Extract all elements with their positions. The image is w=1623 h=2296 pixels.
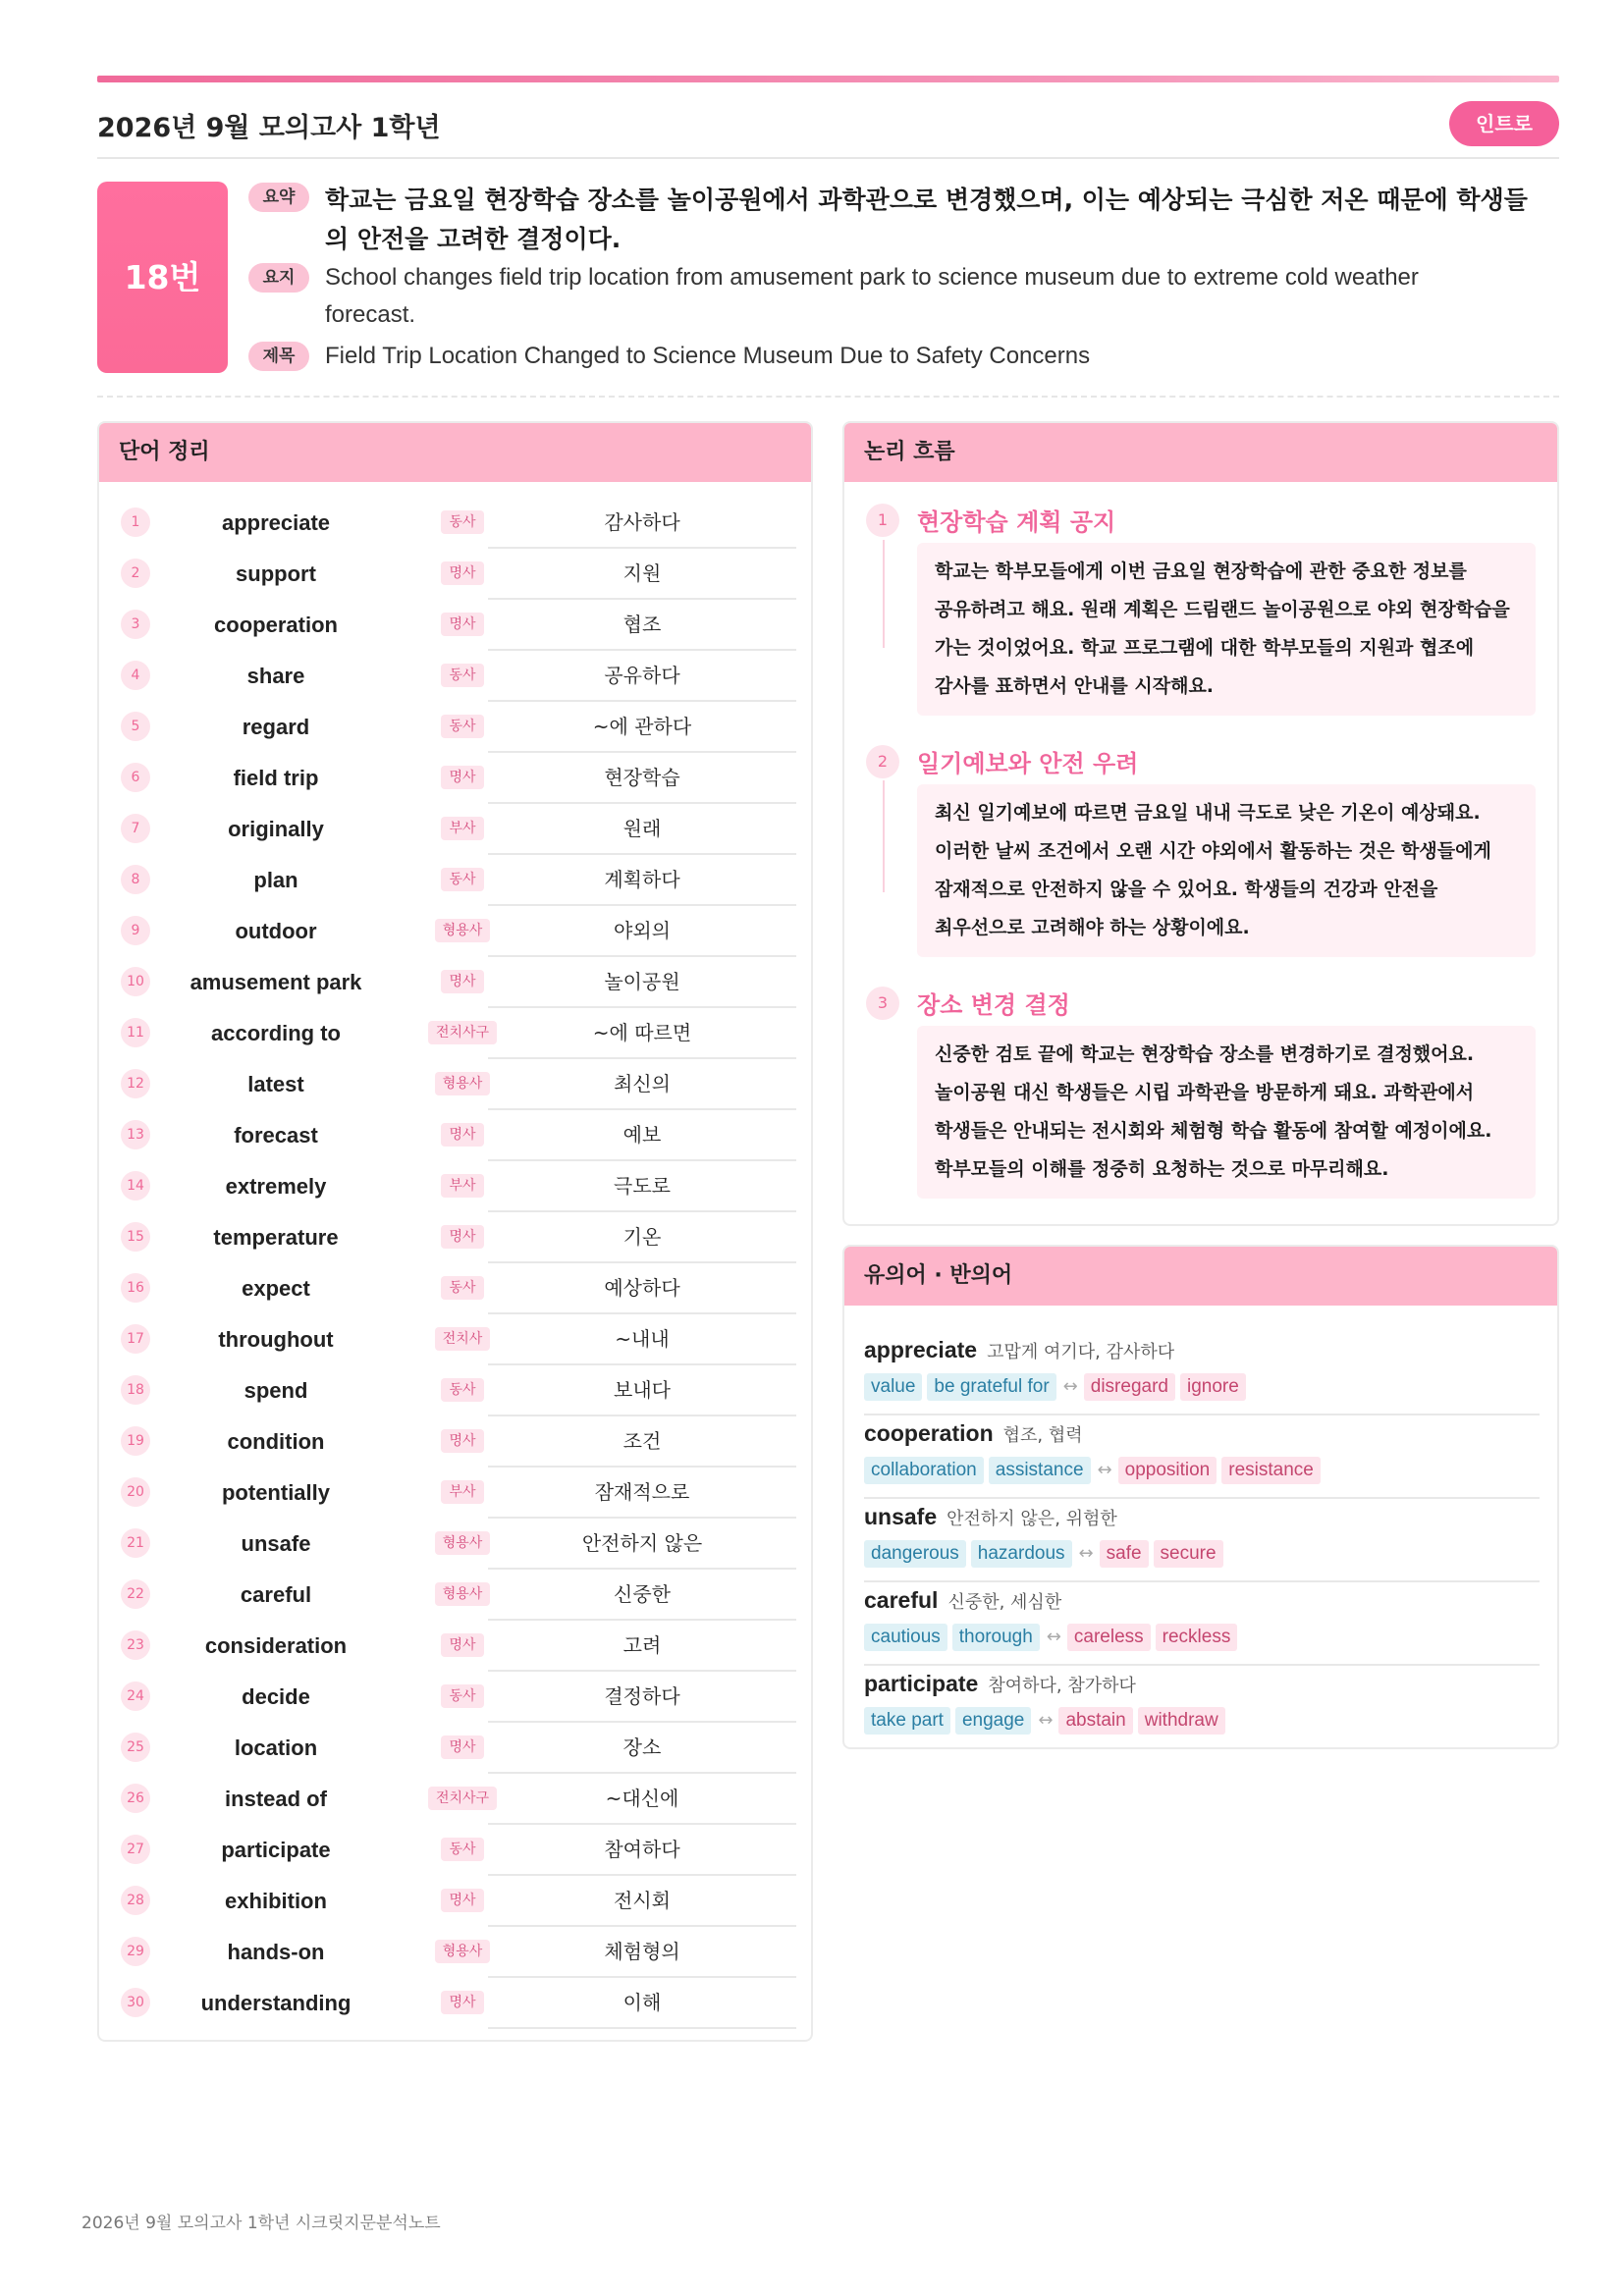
vocab-number: 28 [121,1886,150,1915]
vocab-number: 20 [121,1477,150,1507]
headword-meaning: 안전하지 않은, 위험한 [947,1509,1117,1529]
vocab-row [99,804,813,855]
vocab-word: latest [247,1072,304,1096]
opposite-arrow-icon: ↔ [1097,1460,1112,1480]
step-description [917,784,1536,957]
pos-badge: 형용사 [435,919,491,942]
headword-meaning: 고맙게 여기다, 감사하다 [987,1342,1175,1362]
antonym-chip: resistance [1221,1457,1321,1484]
summary-tag: 요약 [248,183,309,212]
pos-badge: 형용사 [435,1072,491,1095]
vocab-meaning: 극도로 [488,1161,796,1212]
pos-badge: 명사 [441,1429,483,1453]
vocab-word: understanding [200,1991,352,2015]
step-line-text: 최신 일기예보에 따르면 금요일 내내 극도로 낮은 기온이 예상돼요. [935,802,1481,824]
pos-badge: 명사 [441,1633,483,1657]
synonym-panel-title: 유의어 · 반의어 [844,1247,1557,1306]
step-line-text: 놀이공원 대신 학생들은 시립 과학관을 방문하게 돼요. 과학관에서 [935,1082,1475,1103]
vocab-row [99,855,813,906]
step-line-text: 공유하려고 해요. 원래 계획은 드림랜드 놀이공원으로 야외 현장학습을 [935,599,1510,620]
vocab-meaning: 고려 [488,1621,796,1672]
step-connector-line [883,540,885,648]
antonym-chip: safe [1100,1540,1149,1568]
vocab-row [99,906,813,957]
vocab-number: 8 [121,865,150,894]
vocab-number: 6 [121,763,150,792]
synonym-entry [864,1500,1540,1582]
vocab-row [99,1927,813,1978]
pos-badge: 동사 [441,1378,483,1402]
step-number: 3 [866,987,899,1020]
title-text: Field Trip Location Changed to Science Museum Due to Safety Concerns [325,343,1091,369]
vocab-word: field trip [233,766,319,790]
vocab-number: 27 [121,1835,150,1864]
vocab-word: support [236,561,316,586]
vocab-number: 3 [121,610,150,639]
headword-meaning: 신중한, 세심한 [947,1592,1062,1613]
vocab-number: 22 [121,1579,150,1609]
vocab-meaning: 현장학습 [488,753,796,804]
synonym-headword [864,1420,1083,1447]
synonym-chips [864,1373,1251,1401]
vocab-word: originally [228,817,324,841]
vocab-word: outdoor [235,919,317,943]
vocab-word: according to [210,1021,341,1045]
vocab-meaning: 예보 [488,1110,796,1161]
vocab-number: 16 [121,1273,150,1303]
step-title: 현장학습 계획 공지 [917,508,1116,536]
headword-text: appreciate [864,1337,978,1362]
vocab-row [99,702,813,753]
vocab-meaning: 보내다 [488,1365,796,1416]
pos-badge: 명사 [441,1123,483,1147]
step-line-text: 감사를 표하면서 안내를 시작해요. [935,675,1215,697]
top-accent-bar [97,76,1559,82]
title-tag: 제목 [248,342,309,371]
antonym-chip: abstain [1058,1707,1132,1735]
vocab-panel [97,421,813,2042]
antonym-chip: opposition [1118,1457,1217,1484]
footer-text: 2026년 9월 모의고사 1학년 시크릿지문분석노트 [81,2214,441,2233]
pos-badge: 명사 [441,561,483,585]
pos-badge: 전치사 [435,1327,491,1351]
synonym-chip: thorough [952,1624,1040,1651]
synonym-chips [864,1540,1228,1568]
vocab-word: amusement park [189,970,362,994]
synonym-chip: take part [864,1707,950,1735]
step-line-text: 신중한 검토 끝에 학교는 현장학습 장소를 변경하기로 결정했어요. [935,1043,1475,1065]
vocab-word: extremely [225,1174,327,1199]
vocab-panel-title: 단어 정리 [99,423,811,482]
vocab-number: 30 [121,1988,150,2017]
antonym-chip: ignore [1180,1373,1246,1401]
synonym-chip: be grateful for [927,1373,1055,1401]
vocab-word: spend [243,1378,308,1403]
pos-badge: 명사 [441,1735,483,1759]
vocab-row [99,1416,813,1468]
vocab-number: 10 [121,967,150,996]
step-number: 1 [866,504,899,537]
vocab-word: unsafe [241,1531,311,1556]
pos-badge: 동사 [441,664,483,687]
vocab-number: 12 [121,1069,150,1098]
pos-badge: 명사 [441,1889,483,1912]
synonym-headword [864,1671,1136,1697]
vocab-meaning: 공유하다 [488,651,796,702]
page-header [97,98,1559,159]
vocab-meaning: 기온 [488,1212,796,1263]
pos-badge: 동사 [441,1276,483,1300]
vocab-meaning: 감사하다 [488,498,796,549]
vocab-number: 19 [121,1426,150,1456]
vocab-meaning: 원래 [488,804,796,855]
synonym-chip: assistance [989,1457,1091,1484]
vocab-row [99,1314,813,1365]
synonym-headword [864,1504,1117,1530]
synonym-chip: cautious [864,1624,947,1651]
vocab-word: appreciate [221,510,331,535]
pos-badge: 동사 [441,868,483,891]
vocab-word: instead of [225,1787,327,1811]
vocab-row [99,1876,813,1927]
vocab-row [99,1110,813,1161]
headword-text: unsafe [864,1504,938,1529]
synonym-chip: collaboration [864,1457,984,1484]
vocab-number: 7 [121,814,150,843]
antonym-chip: secure [1154,1540,1223,1568]
vocab-row [99,1059,813,1110]
vocab-meaning: 신중한 [488,1570,796,1621]
vocab-row [99,1774,813,1825]
vocab-meaning: 장소 [488,1723,796,1774]
vocab-word: exhibition [225,1889,327,1913]
vocab-row [99,1978,813,2029]
step-line-text: 잠재적으로 안전하지 않을 수 있어요. 학생들의 건강과 안전을 [935,879,1438,900]
vocab-row [99,1161,813,1212]
vocab-word: decide [242,1684,310,1709]
synonym-chips [864,1457,1325,1484]
vocab-meaning: 계획하다 [488,855,796,906]
vocab-number: 29 [121,1937,150,1966]
step-line-text: 최우선으로 고려해야 하는 상황이에요. [935,917,1250,938]
synonym-chip: value [864,1373,922,1401]
synonym-entry [864,1333,1540,1415]
step-title: 일기예보와 안전 우려 [917,750,1139,777]
step-line-text: 이러한 날씨 조건에서 오랜 시간 야외에서 활동하는 것은 학생들에게 [935,840,1491,862]
step-line-text: 학부모들의 이해를 정중히 요청하는 것으로 마무리해요. [935,1158,1389,1180]
vocab-word: participate [221,1838,331,1862]
pos-badge: 부사 [441,1174,483,1198]
vocab-row [99,957,813,1008]
synonym-chip: engage [955,1707,1031,1735]
step-description [917,1026,1536,1199]
vocab-number: 23 [121,1630,150,1660]
pos-badge: 전치사구 [428,1787,497,1810]
vocab-meaning: ~대신에 [488,1774,796,1825]
page-title: 2026년 9월 모의고사 1학년 [97,113,441,143]
vocab-row [99,498,813,549]
synonym-chips [864,1707,1230,1735]
vocab-word: careful [240,1582,312,1607]
synonym-headword [864,1337,1174,1363]
vocab-row [99,1519,813,1570]
intro-badge-button[interactable]: 인트로 [1449,101,1559,146]
synonym-entry [864,1667,1540,1749]
vocab-number: 11 [121,1018,150,1047]
synonym-panel [842,1245,1559,1749]
synonym-chip: hazardous [971,1540,1072,1568]
vocab-word: consideration [204,1633,348,1658]
antonym-chip: withdraw [1138,1707,1225,1735]
headword-text: cooperation [864,1420,994,1446]
pos-badge: 동사 [441,1838,483,1861]
opposite-arrow-icon: ↔ [1078,1543,1094,1564]
vocab-row [99,549,813,600]
gist-tag: 요지 [248,263,309,293]
step-connector-line [883,780,885,892]
vocab-row [99,1825,813,1876]
vocab-meaning: 예상하다 [488,1263,796,1314]
synonym-chip: dangerous [864,1540,966,1568]
vocab-meaning: 야외의 [488,906,796,957]
headword-text: careful [864,1587,939,1613]
vocab-word: cooperation [214,613,338,637]
gist-text: School changes field trip location from amusement park to science museum due to extreme cold weather forecast. [325,264,1419,328]
headword-meaning: 참여하다, 참가하다 [988,1676,1136,1696]
vocab-number: 17 [121,1324,150,1354]
pos-badge: 명사 [441,970,483,993]
vocab-row [99,1008,813,1059]
vocab-row [99,753,813,804]
pos-badge: 명사 [441,1225,483,1249]
opposite-arrow-icon: ↔ [1046,1627,1061,1647]
pos-badge: 형용사 [435,1582,491,1606]
vocab-word: condition [227,1429,325,1454]
vocab-row [99,1723,813,1774]
vocab-number: 2 [121,559,150,588]
vocab-word: regard [242,715,310,739]
vocab-number: 1 [121,507,150,537]
vocab-row [99,1570,813,1621]
antonym-chip: reckless [1156,1624,1238,1651]
synonym-entry [864,1416,1540,1499]
vocab-number: 21 [121,1528,150,1558]
step-description [917,543,1536,716]
logic-panel [842,421,1559,1226]
vocab-meaning: 최신의 [488,1059,796,1110]
vocab-row [99,1468,813,1519]
vocab-number: 14 [121,1171,150,1201]
vocab-meaning: 협조 [488,600,796,651]
headword-text: participate [864,1671,979,1696]
pos-badge: 동사 [441,715,483,738]
antonym-chip: disregard [1084,1373,1175,1401]
pos-badge: 부사 [441,817,483,840]
step-line-text: 학생들은 안내되는 전시회와 체험형 학습 활동에 참여할 예정이에요. [935,1120,1492,1142]
pos-badge: 부사 [441,1480,483,1504]
vocab-word: hands-on [227,1940,325,1964]
vocab-number: 9 [121,916,150,945]
vocab-meaning: 결정하다 [488,1672,796,1723]
vocab-meaning: 조건 [488,1416,796,1468]
synonym-chips [864,1624,1242,1651]
opposite-arrow-icon: ↔ [1038,1710,1054,1731]
headword-meaning: 협조, 협력 [1002,1425,1083,1446]
vocab-row [99,1621,813,1672]
vocab-meaning: 지원 [488,549,796,600]
synonym-entry [864,1583,1540,1666]
question-number-box: 18번 [97,182,228,373]
step-title: 장소 변경 결정 [917,991,1070,1019]
pos-badge: 명사 [441,1991,483,2014]
vocab-meaning: 잠재적으로 [488,1468,796,1519]
step-number: 2 [866,745,899,778]
opposite-arrow-icon: ↔ [1062,1376,1078,1397]
step-line-text: 가는 것이었어요. 학교 프로그램에 대한 학부모들의 지원과 협조에 [935,637,1475,659]
vocab-row [99,651,813,702]
vocab-word: share [246,664,305,688]
vocab-meaning: ~내내 [488,1314,796,1365]
vocab-meaning: 놀이공원 [488,957,796,1008]
antonym-chip: careless [1067,1624,1151,1651]
vocab-row [99,1672,813,1723]
vocab-meaning: ~에 따르면 [488,1008,796,1059]
synonym-headword [864,1587,1061,1614]
vocab-meaning: ~에 관하다 [488,702,796,753]
pos-badge: 명사 [441,613,483,636]
logic-panel-title: 논리 흐름 [844,423,1557,482]
vocab-word: forecast [234,1123,318,1148]
vocab-row [99,600,813,651]
vocab-meaning: 안전하지 않은 [488,1519,796,1570]
vocab-number: 18 [121,1375,150,1405]
vocab-meaning: 참여하다 [488,1825,796,1876]
vocab-row [99,1365,813,1416]
pos-badge: 형용사 [435,1531,491,1555]
vocab-word: expect [242,1276,310,1301]
pos-badge: 전치사구 [428,1021,497,1044]
vocab-word: throughout [218,1327,334,1352]
pos-badge: 동사 [441,510,483,534]
vocab-meaning: 이해 [488,1978,796,2029]
summary-text: 학교는 금요일 현장학습 장소를 놀이공원에서 과학관으로 변경했으며, 이는 예상되는 극심한 저온 때문에 학생들의 안전을 고려한 결정이다. [325,186,1528,253]
vocab-number: 5 [121,712,150,741]
pos-badge: 동사 [441,1684,483,1708]
vocab-number: 24 [121,1682,150,1711]
pos-badge: 형용사 [435,1940,491,1963]
vocab-number: 4 [121,661,150,690]
vocab-word: plan [253,868,298,892]
vocab-meaning: 전시회 [488,1876,796,1927]
section-divider [97,396,1559,398]
vocab-number: 25 [121,1733,150,1762]
vocab-number: 15 [121,1222,150,1252]
vocab-word: temperature [213,1225,339,1250]
pos-badge: 명사 [441,766,483,789]
vocab-number: 13 [121,1120,150,1149]
vocab-number: 26 [121,1784,150,1813]
step-line-text: 학교는 학부모들에게 이번 금요일 현장학습에 관한 중요한 정보를 [935,561,1467,582]
vocab-meaning: 체험형의 [488,1927,796,1978]
vocab-row [99,1263,813,1314]
vocab-row [99,1212,813,1263]
vocab-word: potentially [221,1480,330,1505]
vocab-word: location [234,1735,318,1760]
